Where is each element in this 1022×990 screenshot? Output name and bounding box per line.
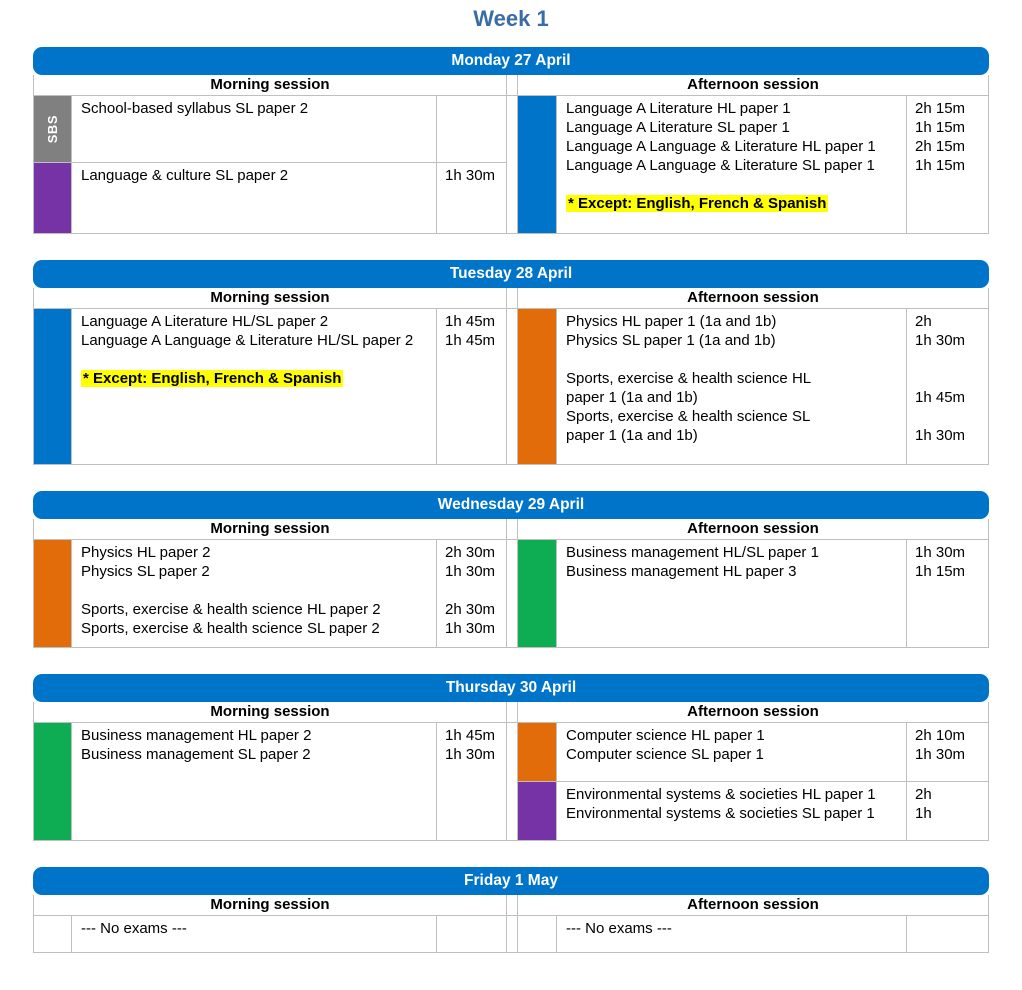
exam-row	[34, 540, 506, 647]
day-header: Wednesday 29 April	[33, 491, 989, 519]
except-note: * Except: English, French & Spanish	[83, 370, 342, 387]
except-note: * Except: English, French & Spanish	[568, 195, 827, 212]
exam-row	[34, 309, 506, 464]
day-table	[33, 702, 989, 841]
subject-color-bar	[518, 916, 556, 952]
day-header: Monday 27 April	[33, 47, 989, 75]
exam-duration: 1h 45m	[445, 313, 496, 330]
exam-duration: 1h 30m	[915, 544, 966, 561]
exam-row	[518, 309, 988, 464]
column-divider	[506, 75, 518, 96]
day-block-tuesday	[33, 260, 989, 465]
exam-name: paper 1 (1a and 1b)	[566, 427, 698, 444]
exam-name: Language A Literature HL/SL paper 2	[81, 313, 329, 330]
exam-name: Sports, exercise & health science HL	[566, 370, 812, 387]
spacer-line	[81, 581, 430, 600]
subject-color-bar	[34, 916, 71, 952]
session-header-morning: Morning session	[34, 702, 506, 723]
exam-name: Language A Language & Literature SL paper 1	[566, 157, 875, 174]
day-block-monday	[33, 47, 989, 234]
spacer-line	[445, 581, 502, 600]
exam-duration: 1h 30m	[445, 620, 496, 637]
column-divider	[506, 540, 518, 647]
exam-name: Language A Literature HL paper 1	[566, 100, 791, 117]
subject-color-bar	[518, 96, 556, 233]
no-exams-text: --- No exams ---	[566, 920, 672, 937]
column-divider	[506, 96, 518, 233]
exam-row	[518, 916, 988, 952]
session-header-afternoon: Afternoon session	[518, 519, 988, 540]
exam-row	[518, 96, 988, 233]
column-divider	[506, 702, 518, 723]
spacer-line	[566, 175, 900, 194]
day-table	[33, 895, 989, 953]
column-divider	[506, 723, 518, 840]
afternoon-session	[518, 723, 988, 840]
day-table	[33, 519, 989, 648]
exam-duration: 1h 30m	[445, 746, 496, 763]
day-table	[33, 75, 989, 234]
exam-duration: 1h 30m	[915, 332, 966, 349]
exam-duration: 1h 30m	[445, 563, 496, 580]
exam-duration: 1h	[915, 805, 932, 822]
exam-duration	[915, 919, 984, 938]
session-header-morning: Morning session	[34, 75, 506, 96]
column-divider	[506, 916, 518, 952]
except-note-line	[566, 194, 900, 213]
day-block-thursday	[33, 674, 989, 841]
exam-duration	[445, 99, 502, 118]
exam-name: Physics HL paper 1 (1a and 1b)	[566, 313, 777, 330]
morning-session	[34, 916, 506, 952]
session-header-morning: Morning session	[34, 895, 506, 916]
session-header-afternoon: Afternoon session	[518, 895, 988, 916]
afternoon-session	[518, 96, 988, 233]
exam-duration	[445, 919, 502, 938]
spacer-line	[915, 369, 984, 388]
subject-color-bar	[34, 540, 71, 647]
subject-color-bar	[518, 540, 556, 647]
exam-row	[34, 916, 506, 952]
subject-color-bar	[34, 723, 71, 840]
exam-row	[34, 96, 506, 162]
exam-duration: 1h 45m	[445, 332, 496, 349]
exam-name: Business management HL paper 2	[81, 727, 312, 744]
exam-duration: 1h 30m	[915, 746, 966, 763]
exam-name: Physics SL paper 2	[81, 563, 210, 580]
exam-duration: 1h 15m	[915, 119, 966, 136]
afternoon-session	[518, 916, 988, 952]
day-header: Thursday 30 April	[33, 674, 989, 702]
column-divider	[506, 309, 518, 464]
exam-name: Business management HL paper 3	[566, 563, 797, 580]
column-divider	[506, 288, 518, 309]
spacer-line	[566, 350, 900, 369]
sbs-label: SBS	[45, 114, 60, 144]
exam-name: paper 1 (1a and 1b)	[566, 389, 698, 406]
exam-duration: 1h 30m	[445, 167, 496, 184]
subject-color-bar	[518, 782, 556, 840]
exam-duration: 2h	[915, 313, 932, 330]
day-block-friday	[33, 867, 989, 953]
exam-duration: 2h 30m	[445, 544, 496, 561]
exam-duration: 2h 15m	[915, 100, 966, 117]
subject-color-bar	[34, 96, 71, 162]
column-divider	[506, 519, 518, 540]
session-header-afternoon: Afternoon session	[518, 288, 988, 309]
exam-name: Sports, exercise & health science SL	[566, 408, 811, 425]
subject-color-bar	[518, 309, 556, 464]
exam-name: Language & culture SL paper 2	[81, 167, 289, 184]
exam-name: Physics SL paper 1 (1a and 1b)	[566, 332, 776, 349]
exam-duration: 2h 15m	[915, 138, 966, 155]
morning-session	[34, 723, 506, 840]
exam-duration: 1h 15m	[915, 157, 966, 174]
exam-duration: 2h 10m	[915, 727, 966, 744]
spacer-line	[915, 350, 984, 369]
afternoon-session	[518, 309, 988, 464]
day-header: Tuesday 28 April	[33, 260, 989, 288]
morning-session	[34, 96, 506, 233]
exam-name: Environmental systems & societies HL paper 1	[566, 786, 876, 803]
subject-color-bar	[34, 309, 71, 464]
exam-name: Language A Language & Literature HL/SL paper 2	[81, 332, 414, 349]
exam-row	[518, 781, 988, 840]
exam-duration: 1h 45m	[445, 727, 496, 744]
column-divider	[506, 895, 518, 916]
afternoon-session	[518, 540, 988, 647]
exam-name: Sports, exercise & health science HL paper 2	[81, 601, 381, 618]
exam-duration: 2h	[915, 786, 932, 803]
except-note-line	[81, 369, 430, 388]
exam-name: Language A Literature SL paper 1	[566, 119, 790, 136]
subject-color-bar	[34, 163, 71, 233]
day-header: Friday 1 May	[33, 867, 989, 895]
day-table	[33, 288, 989, 465]
exam-duration: 2h 30m	[445, 601, 496, 618]
spacer-line	[81, 350, 430, 369]
exam-name: Physics HL paper 2	[81, 544, 211, 561]
morning-session	[34, 309, 506, 464]
exam-row	[34, 162, 506, 233]
exam-row	[34, 723, 506, 840]
no-exams-text: --- No exams ---	[81, 920, 187, 937]
session-header-morning: Morning session	[34, 288, 506, 309]
exam-name: Computer science HL paper 1	[566, 727, 765, 744]
exam-duration: 1h 15m	[915, 563, 966, 580]
exam-name: Environmental systems & societies SL paper 1	[566, 805, 875, 822]
exam-name: Business management SL paper 2	[81, 746, 311, 763]
exam-name: Language A Language & Literature HL paper 1	[566, 138, 876, 155]
day-block-wednesday	[33, 491, 989, 648]
spacer-line	[915, 407, 984, 426]
exam-name: Business management HL/SL paper 1	[566, 544, 819, 561]
page-title: Week 1	[473, 6, 549, 31]
morning-session	[34, 540, 506, 647]
subject-color-bar	[518, 723, 556, 781]
session-header-afternoon: Afternoon session	[518, 75, 988, 96]
session-header-morning: Morning session	[34, 519, 506, 540]
exam-name: School-based syllabus SL paper 2	[81, 100, 309, 117]
exam-row	[518, 723, 988, 781]
session-header-afternoon: Afternoon session	[518, 702, 988, 723]
exam-duration: 1h 45m	[915, 389, 966, 406]
exam-duration: 1h 30m	[915, 427, 966, 444]
exam-name: Sports, exercise & health science SL paper 2	[81, 620, 380, 637]
exam-row	[518, 540, 988, 647]
exam-name: Computer science SL paper 1	[566, 746, 764, 763]
